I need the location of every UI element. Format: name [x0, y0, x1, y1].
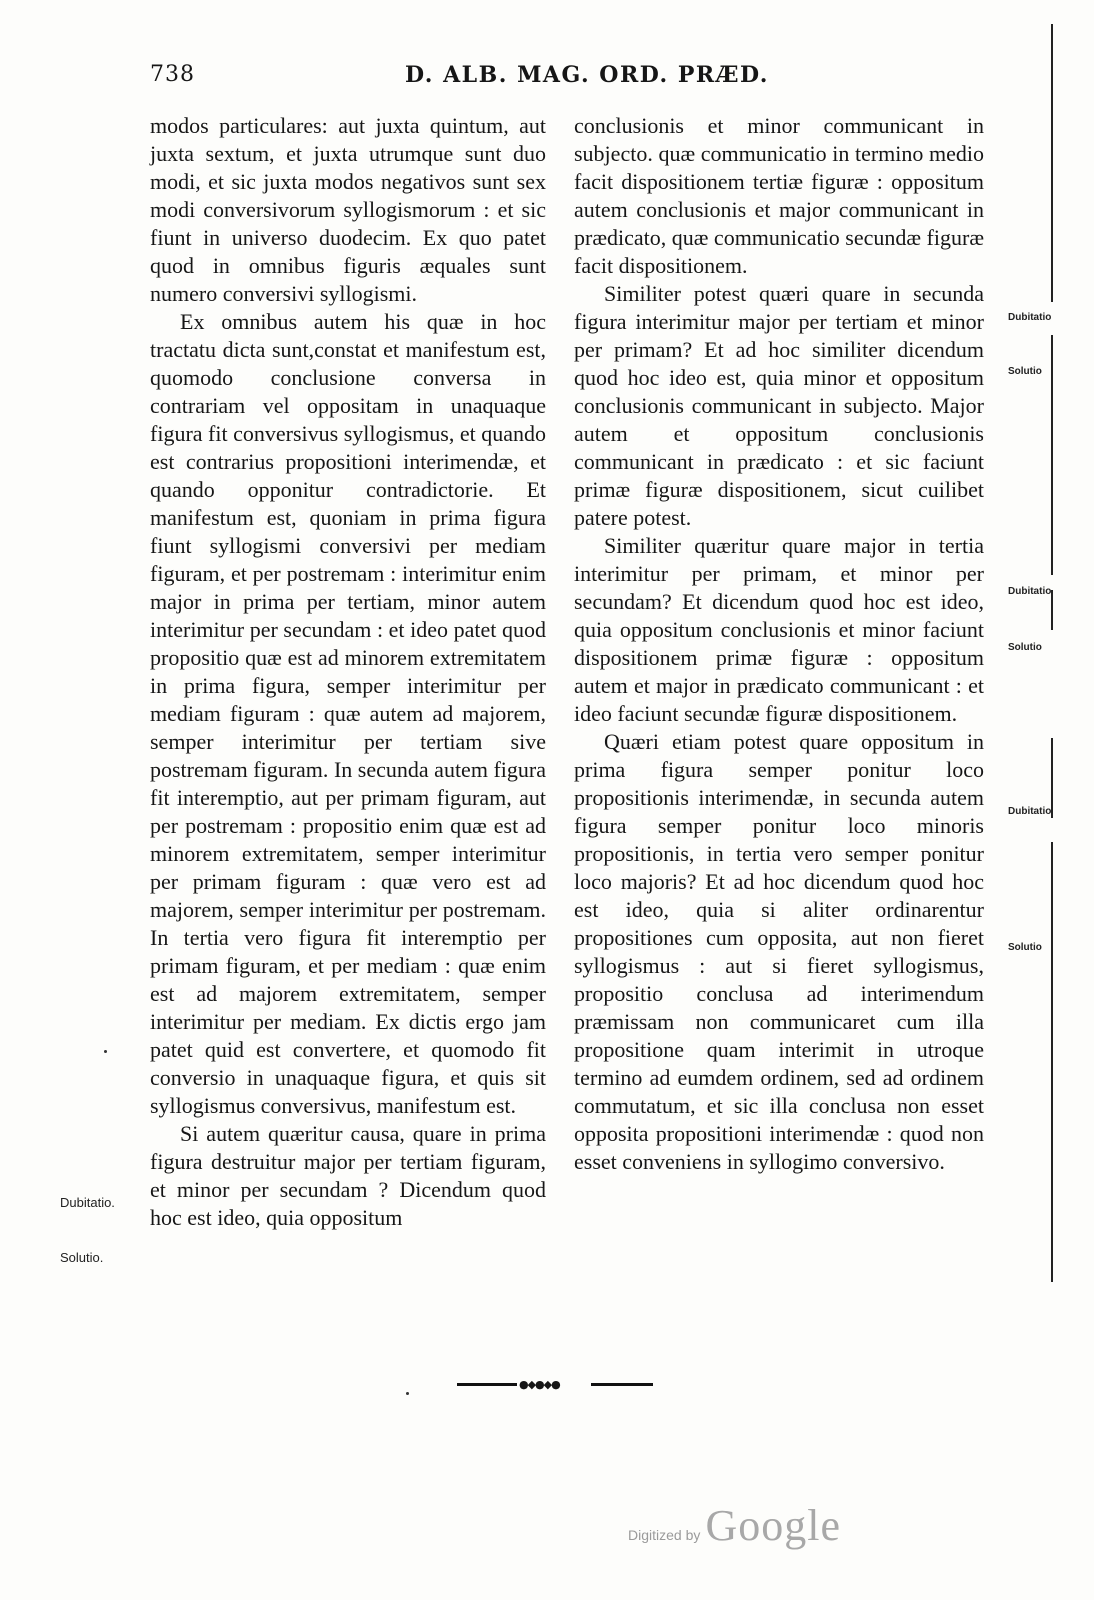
margin-note-solutio: Solutio: [1008, 642, 1042, 653]
page-edge-rule: [1051, 24, 1053, 302]
watermark-prefix: Digitized by: [628, 1527, 701, 1543]
ink-speck: [104, 1050, 107, 1053]
running-head: D. ALB. MAG. ORD. PRÆD.: [405, 62, 769, 88]
margin-note-dubitatio: Dubitatio: [1008, 586, 1052, 597]
left-paragraph-2: Ex omnibus autem his quæ in hoc tractatu dicta sunt,constat et manifestum est, quomodo conclusione conversa in contrariam vel oppositam in unaquaque figura fit conversivus syllogismus, et quando est contrarius propositioni interimendæ, et quando opponitur contradictorie. Et manifestum est, quoniam in prima figura fiunt syllogismi conversivi per mediam figuram, et per postremam : interimitur enim major in prima per tertiam, minor autem interimitur per secundam : et ideo patet quod propositio quæ est ad minorem extremitatem in prima figura, semper interimitur per mediam figuram : quæ autem ad majorem, semper interimitur per tertiam sive postremam figuram. In secunda autem figura fit interemptio, aut per primam figuram, aut per postremam : propositio enim quæ est ad minorem extremitatem, semper interimitur per primam figuram : quæ vero est ad majorem, semper interimitur per postremam. In tertia vero figura fit interemptio per primam figuram, et per mediam : quæ enim est ad majorem extremitatem, semper interimitur per mediam. Ex dictis ergo jam patet quid est convertere, et quomodo fit conversio in unaquaque figura, et quis sit syllogismus conversivus, manifestum est.: [150, 309, 546, 1118]
margin-note-solutio: Solutio.: [60, 1250, 104, 1265]
page-edge-rule: [1051, 335, 1053, 575]
left-paragraph-1: modos particulares: aut juxta quintum, aut juxta sextum, et juxta utrumque sunt duo modi, et sic juxta modos negativos sunt sex modi conversivorum syllogismorum : et sic fiunt in universo duodecim. Ex quo patet quod in omnibus figuris æquales sunt numero conversivi syllogismi.: [150, 113, 546, 306]
digitization-watermark: [628, 1500, 841, 1551]
google-logo: Google: [705, 1501, 841, 1550]
right-paragraph-1: conclusionis et minor communicant in subjecto. quæ communicatio in termino medio facit dispositionem tertiæ figuræ : oppositum autem conclusionis et major communicant in prædicato, quæ communicatio secundæ figuræ facit dispositionem.: [574, 113, 984, 278]
page-edge-rule: [1051, 738, 1053, 818]
margin-note-dubitatio: Dubitatio: [1008, 806, 1052, 817]
page-edge-rule: [1051, 842, 1053, 1282]
margin-note-solutio: Solutio: [1008, 366, 1042, 377]
right-paragraph-3: Similiter quæritur quare major in tertia interimitur per primam, et minor per secundam? Et dicendum quod hoc est ideo, quia oppositum conclusionis et minor faciunt dispositionem primæ figuræ : oppositum autem et major in prædicato communicant : et ideo faciunt secundæ figuræ dispositionem.: [574, 533, 984, 726]
left-paragraph-3: Si autem quæritur causa, quare in prima figura destruitur major per tertiam figuram, et minor per secundam ? Dicendum quod hoc est ideo, quia oppositum: [150, 1121, 546, 1230]
left-text-column: [150, 112, 546, 1232]
end-ornament: ●◆●◆●: [457, 1378, 653, 1392]
right-paragraph-2: Similiter potest quæri quare in secunda figura interimitur major per tertiam et minor per primam? Et ad hoc similiter dicendum quod hoc ideo est, quia minor et oppositum conclusionis communicant in subjecto. Major autem et oppositum conclusionis communicant in prædicato : et sic faciunt primæ figuræ dispositionem, sicut cuilibet patere potest.: [574, 281, 984, 530]
right-text-column: [574, 112, 984, 1176]
margin-note-solutio: Solutio: [1008, 942, 1042, 953]
page-header: [150, 62, 980, 96]
right-paragraph-4: Quæri etiam potest quare oppositum in prima figura semper ponitur loco propositionis interimendæ, in secunda autem figura semper ponitur loco minoris propositionis, in tertia vero semper ponitur loco majoris? Et ad hoc dicendum quod hoc est ideo, quia si aliter ordinarentur propositiones cum opposita, aut non fieret syllogismus : aut si fieret syllogismus, propositio conclusa ad interimendum præmissam non communicaret cum illa propositione quam interimit in utroque termino ad eumdem ordinem, sed ad ordinem commutatum, et sic illa conclusa non esset opposita propositioni interimendæ : quod non esset conveniens in syllogimo conversivo.: [574, 729, 984, 1174]
page-edge-rule: [1051, 590, 1053, 630]
margin-note-dubitatio: Dubitatio: [1008, 312, 1052, 323]
page-number: 738: [150, 62, 195, 87]
ink-speck: [406, 1392, 409, 1395]
margin-note-dubitatio: Dubitatio.: [60, 1195, 115, 1210]
